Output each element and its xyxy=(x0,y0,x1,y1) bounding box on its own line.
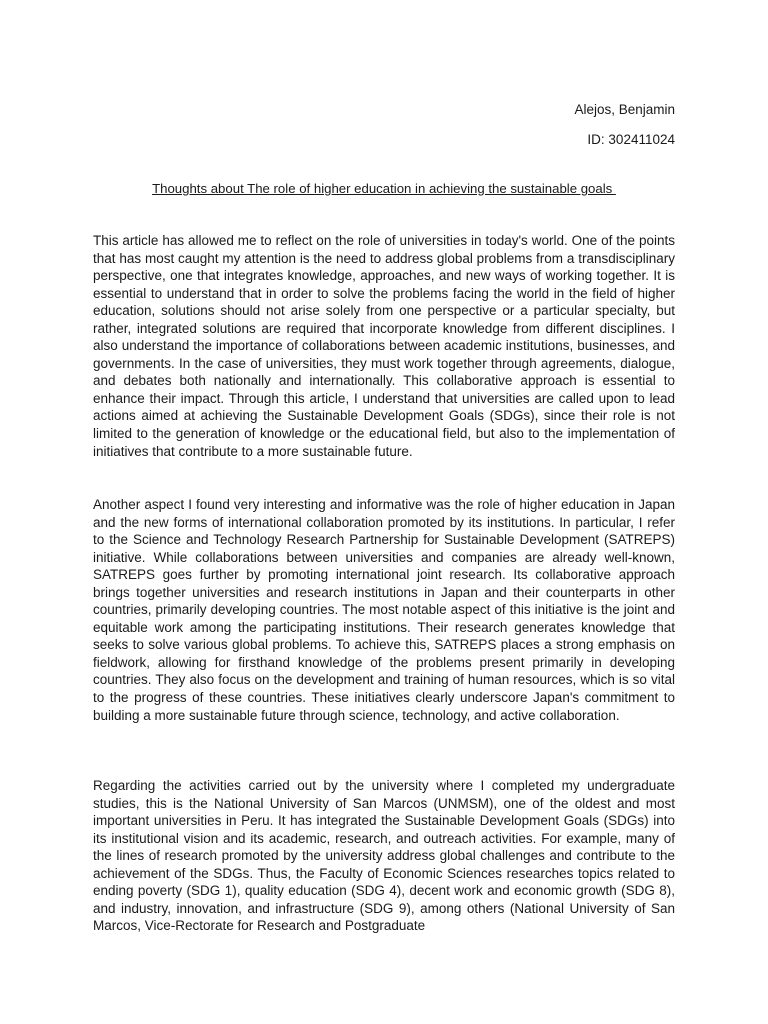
document-page xyxy=(93,0,675,1024)
author-name: Alejos, Benjamin xyxy=(574,102,675,117)
document-title: Thoughts about The role of higher education in achieving the sustainable goals xyxy=(152,181,616,196)
body-paragraph-3: Regarding the activities carried out by the university where I completed my undergraduate studies, this is the National University of San Marcos (UNMSM), one of the oldest and most important universities in Peru. It has integrated the Sustainable Development Goals (SDGs) into its institutional vision and its academic, research, and outreach activities. For example, many of the lines of research promoted by the university address global challenges and contribute to the achievement of the SDGs. Thus, the Faculty of Economic Sciences researches topics related to ending poverty (SDG 1), quality education (SDG 4), decent work and economic growth (SDG 8), and industry, innovation, and infrastructure (SDG 9), among others (National University of San Marcos, Vice-Rectorate for Research and Postgraduate xyxy=(93,778,675,934)
body-paragraph-1: This article has allowed me to reflect on the role of universities in today's world. One of the points that has most caught my attention is the need to address global problems from a transdisciplinary perspective, one that integrates knowledge, approaches, and new ways of working together. It is essential to understand that in order to solve the problems facing the world in the field of higher education, solutions should not arise solely from one perspective or a particular specialty, but rather, integrated solutions are required that incorporate knowledge from different disciplines. I also understand the importance of collaborations between academic institutions, businesses, and governments. In the case of universities, they must work together through agreements, dialogue, and debates both nationally and internationally. This collaborative approach is essential to enhance their impact. Through this article, I understand that universities are called upon to lead actions aimed at achieving the Sustainable Development Goals (SDGs), since their role is not limited to the generation of knowledge or the educational field, but also to the implementation of initiatives that contribute to a more sustainable future. xyxy=(93,233,675,459)
body-paragraph-2: Another aspect I found very interesting and informative was the role of higher education in Japan and the new forms of international collaboration promoted by its institutions. In particular, I refer to the Science and Technology Research Partnership for Sustainable Development (SATREPS) initiative. While collaborations between universities and companies are already well-known, SATREPS goes further by promoting international joint research. Its collaborative approach brings together universities and research institutions in Japan and their counterparts in other countries, primarily developing countries. The most notable aspect of this initiative is the joint and equitable work among the participating institutions. Their research generates knowledge that seeks to solve various global problems. To achieve this, SATREPS places a strong emphasis on fieldwork, allowing for firsthand knowledge of the problems present primarily in developing countries. They also focus on the development and training of human resources, which is so vital to the progress of these countries. These initiatives clearly underscore Japan's commitment to building a more sustainable future through science, technology, and active collaboration. xyxy=(93,497,675,723)
student-id: ID: 302411024 xyxy=(587,132,675,147)
